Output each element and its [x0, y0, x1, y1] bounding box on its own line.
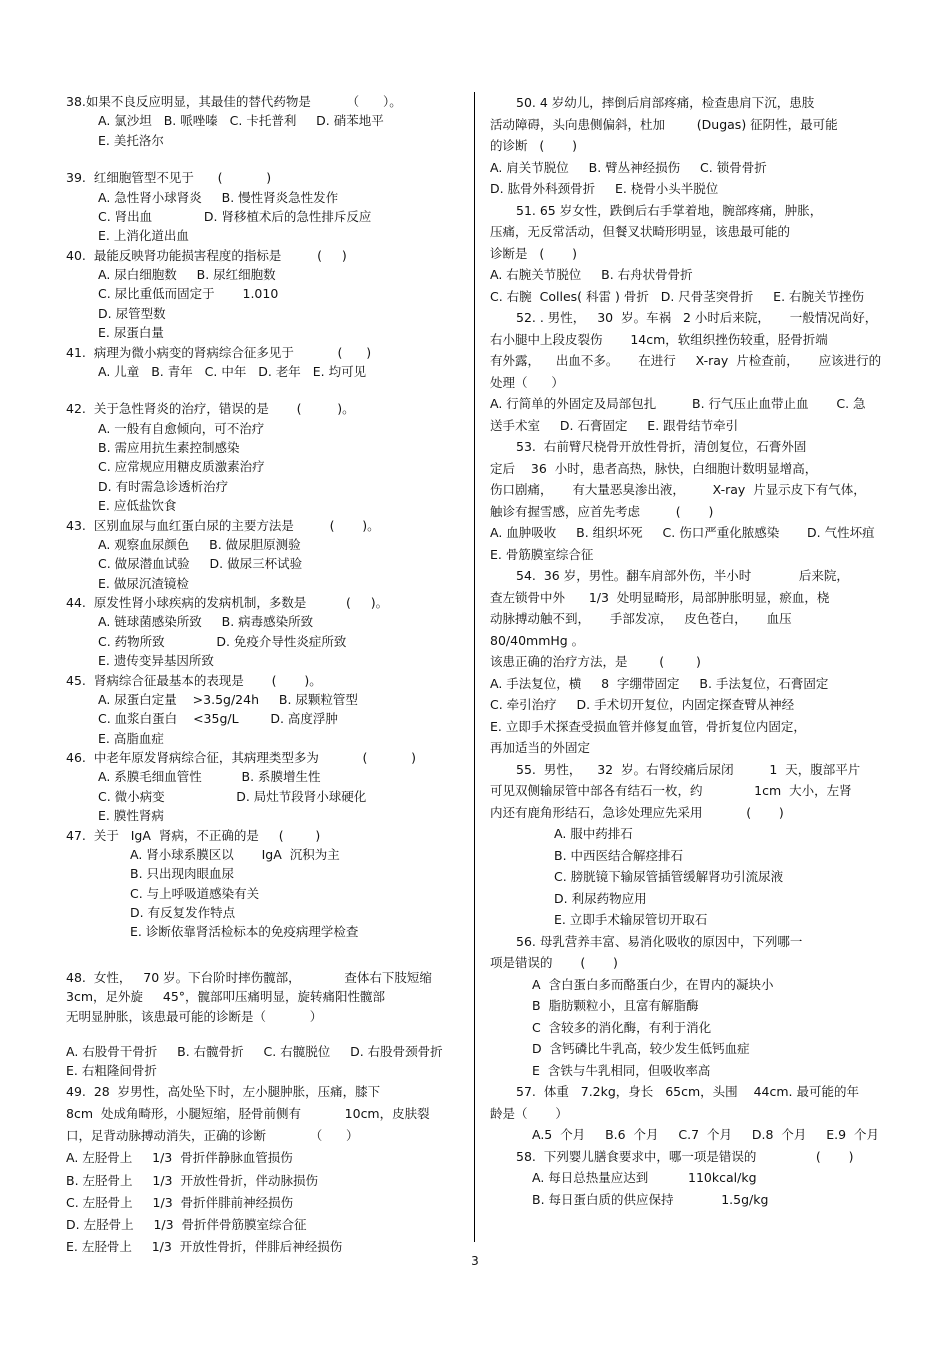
question-text: 46. 中老年原发肾病综合征，其病理类型多为 ( )	[66, 750, 416, 765]
question-text: 动脉搏动触不到， 手部发凉， 皮色苍白， 血压 80/40mmHg 。	[490, 611, 812, 648]
option-line: A. 尿白细胞数 B. 尿红细胞数	[98, 267, 276, 282]
question-text: 压痛，无反常活动，但餐叉状畸形明显，该患最可能的	[490, 224, 791, 239]
option-line: A. 右腕关节脱位 B. 右舟状骨骨折	[490, 267, 693, 282]
option-line: E. 遗传变异基因所致	[98, 653, 214, 669]
option-line: C. 膀胱镜下输尿管插管缓解肾功引流尿液	[554, 869, 784, 884]
question-text: 38.如果不良反应明显，其最佳的替代药物是 （ ）。	[66, 94, 402, 109]
question-text: 54. 36 岁，男性。翻车肩部外伤，半小时 后来院，	[516, 568, 849, 583]
option-line: E. 应低盐饮食	[98, 498, 177, 514]
question-text: 43. 区别血尿与血红蛋白尿的主要方法是 ( )。	[66, 517, 380, 533]
option-line: C. 左胫骨上 1/3 骨折伴腓前神经损伤	[66, 1194, 294, 1210]
question-text: 活动障碍，头向患侧偏斜，杜加 (Dugas) 征阴性，最可能	[490, 116, 838, 132]
option-line: A. 一般有自愈倾向，可不治疗	[98, 420, 265, 436]
question-49	[66, 1081, 462, 1259]
option-line: C. 肾出血 D. 肾移植术后的急性排斥反应	[98, 208, 372, 224]
question-text: 右小腿中上段皮裂伤 14cm，软组织挫伤较重，胫骨折端	[490, 331, 828, 347]
question-text: 56. 母乳营养丰富、易消化吸收的原因中，下列哪一	[516, 933, 803, 949]
question-text: 伤口剧痛， 有大量恶臭渗出液， X-ray 片显示皮下有气体，	[490, 482, 866, 497]
question-46	[66, 748, 462, 826]
column-divider	[474, 92, 475, 1242]
question-53	[490, 436, 885, 565]
question-text: 57. 体重 7.2kg，身长 65cm，头围 44cm. 最可能的年	[516, 1084, 859, 1099]
option-line: D. 利尿药物应用	[554, 890, 647, 906]
option-line: A. 观察血尿颜色 B. 做尿胆原测验	[98, 536, 301, 552]
option-line: C. 右腕 Colles( 科雷 ) 骨折 D. 尺骨茎突骨折 E. 右腕关节挫伤	[490, 288, 865, 304]
option-line: D. 肱骨外科颈骨折 E. 桡骨小头半脱位	[490, 181, 719, 196]
option-line: E. 立即手术输尿管切开取石	[554, 912, 708, 927]
question-text: 项是错误的 ( )	[490, 955, 618, 970]
question-48	[66, 968, 462, 1081]
question-56	[490, 931, 885, 1082]
question-38	[66, 92, 462, 150]
option-line: A. 手法复位，横 8 字绷带固定 B. 手法复位，石膏固定	[490, 675, 829, 691]
option-line: E. 尿蛋白量	[98, 325, 164, 341]
question-58	[490, 1146, 885, 1211]
option-line: E. 左胫骨上 1/3 开放性骨折，伴腓后神经损伤	[66, 1239, 343, 1255]
question-text: 40. 最能反映肾功能损害程度的指标是 ( )	[66, 247, 347, 263]
question-text: 51. 65 岁女性，跌倒后右手掌着地，腕部疼痛，肿胀，	[516, 202, 823, 218]
option-line: A. 肾小球系膜区以 IgA 沉积为主	[130, 846, 340, 862]
option-line: A. 系膜毛细血管性 B. 系膜增生性	[98, 769, 321, 785]
question-text: 有外露， 出血不多。 在进行 X-ray 片检查前， 应该进行的	[490, 353, 882, 368]
option-line: C. 应常规应用糖皮质激素治疗	[98, 459, 265, 475]
question-42	[66, 399, 462, 515]
question-text: 49. 28 岁男性，高处坠下时，左小腿肿胀，压痛，膝下	[66, 1083, 381, 1099]
question-text: 55. 男性， 32 岁。右肾绞痛后尿闭 1 天，腹部平片	[516, 761, 861, 777]
option-line: A. 氯沙坦 B. 哌唑嗪 C. 卡托普利 D. 硝苯地平	[98, 113, 384, 129]
option-line: A. 每日总热量应达到 110kcal/kg	[532, 1170, 757, 1185]
option-line: B. 中西医结合解痉排石	[554, 847, 684, 863]
option-line: A. 急性肾小球肾炎 B. 慢性肾炎急性发作	[98, 189, 339, 205]
option-line: A. 行简单的外固定及局部包扎 B. 行气压止血带止血 C. 急	[490, 396, 866, 411]
question-text: 无明显肿胀，该患最可能的诊断是（ ）	[66, 1008, 323, 1024]
question-50	[490, 92, 885, 200]
question-text: 53. 右前臂尺桡骨开放性骨折，清创复位，石膏外固	[516, 439, 807, 454]
option-line: B 脂肪颗粒小，且富有解脂酶	[532, 998, 699, 1013]
right-column	[490, 92, 885, 1210]
question-54	[490, 565, 885, 759]
option-line: E. 上消化道出血	[98, 228, 189, 244]
option-line: D. 左胫骨上 1/3 骨折伴骨筋膜室综合征	[66, 1217, 307, 1233]
question-text: 可见双侧输尿管中部各有结石一枚，约 1cm 大小，左肾	[490, 783, 852, 798]
option-line: A.5 个月 B.6 个月 C.7 个月 D.8 个月 E.9 个月	[532, 1127, 879, 1142]
option-line: D 含钙磷比牛乳高，较少发生低钙血症	[532, 1041, 750, 1056]
question-45	[66, 671, 462, 749]
question-57	[490, 1081, 885, 1146]
option-line: B. 需应用抗生素控制感染	[98, 440, 240, 455]
option-line: B. 左胫骨上 1/3 开放性骨折，伴动脉损伤	[66, 1172, 318, 1188]
option-line: E. 膜性肾病	[98, 808, 164, 824]
option-line: E. 高脂血症	[98, 730, 164, 746]
question-text: 口，足背动脉搏动消失，正确的诊断 （ ）	[66, 1128, 359, 1144]
question-text: 48. 女性， 70 岁。下台阶时摔伤髋部， 查体右下肢短缩	[66, 969, 432, 985]
option-line: B. 每日蛋白质的供应保持 1.5g/kg	[532, 1191, 769, 1207]
option-line: E. 立即手术探查受损血管并修复血管，骨折复位内固定，	[490, 718, 806, 734]
option-line: D. 有反复发作特点	[130, 905, 236, 920]
question-47	[66, 826, 462, 942]
option-line: A. 右股骨干骨折 B. 右髋骨折 C. 右髋脱位 D. 右股骨颈骨折	[66, 1043, 443, 1059]
question-text: 诊断是 ( )	[490, 245, 577, 261]
question-55	[490, 759, 885, 931]
option-line: A. 服中药排石	[554, 826, 633, 841]
option-line: E. 骨筋膜室综合征	[490, 546, 594, 562]
option-line: E. 诊断依靠肾活检标本的免疫病理学检查	[130, 924, 359, 940]
question-40	[66, 246, 462, 343]
question-39	[66, 168, 462, 246]
question-text: 的诊断 ( )	[490, 138, 577, 153]
question-text: 3cm，足外旋 45°，髋部叩压痛明显，旋转痛阳性髋部	[66, 989, 386, 1005]
question-text: 龄是（ ）	[490, 1105, 568, 1121]
question-text: 内还有鹿角形结石，急诊处理应先采用 ( )	[490, 804, 784, 820]
option-line: C. 牵引治疗 D. 手术切开复位，内固定探查臂从神经	[490, 697, 795, 712]
option-line: C. 药物所致 D. 免疫介导性炎症所致	[98, 633, 347, 649]
option-line: E 含铁与牛乳相同，但吸收率高	[532, 1062, 711, 1078]
question-text: 定后 36 小时，患者高热，脉快，白细胞计数明显增高，	[490, 460, 818, 476]
question-text: 41. 病理为微小病变的肾病综合征多见于 ( )	[66, 344, 372, 360]
option-line: A. 尿蛋白定量 >3.5g/24h B. 尿颗粒管型	[98, 691, 358, 707]
question-text: 52. . 男性， 30 岁。车祸 2 小时后来院， 一般情况尚好，	[516, 310, 878, 325]
left-column	[66, 92, 462, 1259]
option-line: A. 儿童 B. 青年 C. 中年 D. 老年 E. 均可见	[98, 363, 367, 379]
question-text: 查左锁骨中外 1/3 处明显畸形，局部肿胀明显，瘀血，桡	[490, 589, 830, 605]
question-text: 该患正确的治疗方法，是 ( )	[490, 654, 701, 669]
question-text: 处理（ ）	[490, 374, 564, 390]
option-line: A. 血肿吸收 B. 组织坏死 C. 伤口严重化脓感染 D. 气性坏疽	[490, 525, 875, 540]
option-line: C. 做尿潜血试验 D. 做尿三杯试验	[98, 556, 303, 572]
question-text: 42. 关于急性肾炎的治疗，错误的是 ( )。	[66, 401, 355, 417]
option-line: E. 做尿沉渣镜检	[98, 575, 189, 591]
question-text: 58. 下列婴儿膳食要求中，哪一项是错误的 ( )	[516, 1148, 854, 1164]
option-line: C. 尿比重低而固定于 1.010	[98, 286, 279, 302]
option-line: A. 肩关节脱位 B. 臂丛神经损伤 C. 锁骨骨折	[490, 159, 767, 175]
option-line: 送手术室 D. 石膏固定 E. 跟骨结节牵引	[490, 417, 739, 433]
option-line: B. 只出现肉眼血尿	[130, 866, 235, 882]
question-51	[490, 200, 885, 308]
option-line: D. 尿管型数	[98, 305, 166, 321]
option-line: E. 右粗隆间骨折	[66, 1063, 157, 1079]
option-line: D. 有时需急诊透析治疗	[98, 478, 229, 494]
page-number: 3	[471, 1254, 479, 1268]
option-line: A. 左胫骨上 1/3 骨折伴静脉血管损伤	[66, 1150, 293, 1166]
question-text: 44. 原发性肾小球疾病的发病机制，多数是 ( )。	[66, 595, 389, 610]
option-line: A 含白蛋白多而酪蛋白少，在胃内的凝块小	[532, 976, 774, 992]
question-text: 50. 4 岁幼儿，摔倒后肩部疼痛，检查患肩下沉，患肢	[516, 95, 815, 110]
question-text: 39. 红细胞管型不见于 ( )	[66, 170, 272, 186]
question-text: 45. 肾病综合征最基本的表现是 ( )。	[66, 672, 322, 688]
option-line: E. 美托洛尔	[98, 132, 164, 148]
question-41	[66, 343, 462, 382]
option-line: C 含较多的消化酶，有利于消化	[532, 1019, 712, 1035]
question-43	[66, 516, 462, 594]
question-44	[66, 593, 462, 671]
option-line: C. 与上呼吸道感染有关	[130, 885, 260, 901]
question-text: 47. 关于 IgA 肾病，不正确的是 ( )	[66, 827, 321, 843]
option-line: 再加适当的外固定	[490, 740, 591, 755]
question-text: 8cm 处成角畸形，小腿短缩，胫骨前侧有 10cm，皮肤裂	[66, 1105, 430, 1121]
question-52	[490, 307, 885, 436]
option-line: C. 血浆白蛋白 <35g/L D. 高度浮肿	[98, 711, 338, 727]
option-line: A. 链球菌感染所致 B. 病毒感染所致	[98, 614, 314, 630]
option-line: C. 微小病变 D. 局灶节段肾小球硬化	[98, 788, 367, 804]
question-text: 触诊有握雪感，应首先考虑 ( )	[490, 503, 714, 519]
